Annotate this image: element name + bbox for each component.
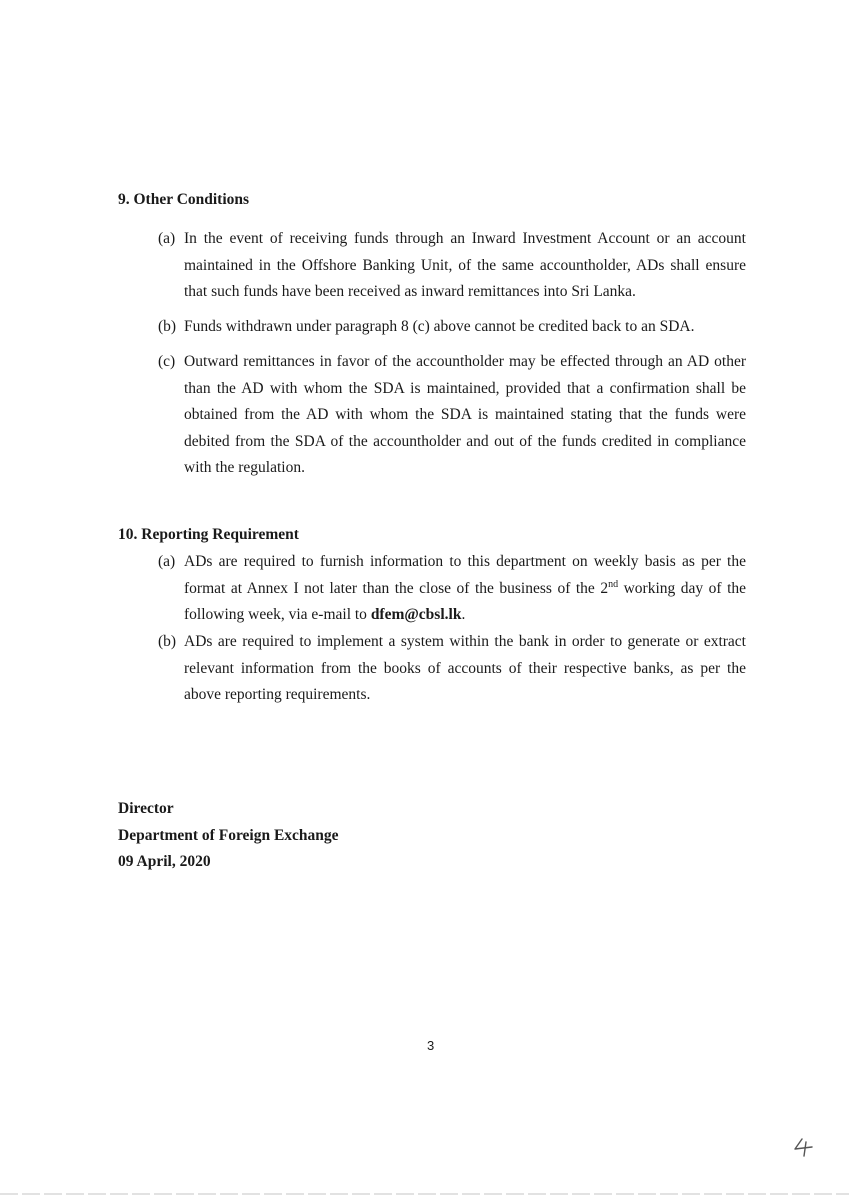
section-10-heading: 10. Reporting Requirement: [118, 526, 299, 543]
section-10-clause-b: [158, 629, 746, 709]
clause-text-part: working day of the following week, via e-mail to: [184, 579, 747, 623]
clause-text: [184, 549, 746, 629]
section-9-clause-b: [158, 314, 746, 341]
section-9-clause-c: [158, 349, 746, 482]
scan-edge-divider: [0, 1193, 849, 1195]
page-number: 3: [427, 1038, 435, 1053]
clause-text-part: ADs are required to furnish information to this department on weekly basis as per the format at Annex I not later than the close of the business of the 2: [184, 553, 746, 597]
clause-marker: (c): [158, 353, 176, 370]
signature-date: 09 April, 2020: [118, 853, 211, 870]
ordinal-suffix: nd: [608, 578, 619, 590]
signatory-department: Department of Foreign Exchange: [118, 826, 339, 844]
signature-block: [118, 796, 339, 876]
clause-text: In the event of receiving funds through an Inward Investment Account or an account maintained in the Offshore Banking Unit, of the same accountholder, ADs shall ensure that such funds have been received as inward remittances into Sri Lanka.: [184, 230, 746, 300]
clause-text: Funds withdrawn under paragraph 8 (c) above cannot be credited back to an SDA.: [184, 318, 695, 335]
clause-marker: (a): [158, 553, 176, 570]
clause-marker: (a): [158, 230, 176, 247]
clause-marker: (b): [158, 633, 177, 650]
handwritten-page-mark: [793, 1138, 815, 1158]
clause-marker: (b): [158, 318, 177, 335]
clause-text-end: .: [461, 606, 466, 623]
signatory-title: Director: [118, 800, 174, 817]
email-address: dfem@cbsl.lk: [370, 606, 462, 623]
clause-text: ADs are required to implement a system within the bank in order to generate or extract relevant information from the books of accounts of their respective banks, as per the above reporting requirements.: [184, 633, 746, 703]
section-9-clause-a: [158, 226, 746, 306]
clause-text: Outward remittances in favor of the accountholder may be effected through an AD other than the AD with whom the SDA is maintained, provided that a confirmation shall be obtained from the AD with whom the SDA is maintained stating that the funds were debited from the SDA of the accountholder and out of the funds credited in compliance with the regulation.: [184, 353, 746, 476]
section-9-heading: 9. Other Conditions: [118, 191, 250, 208]
section-10-clause-a: [158, 549, 746, 629]
